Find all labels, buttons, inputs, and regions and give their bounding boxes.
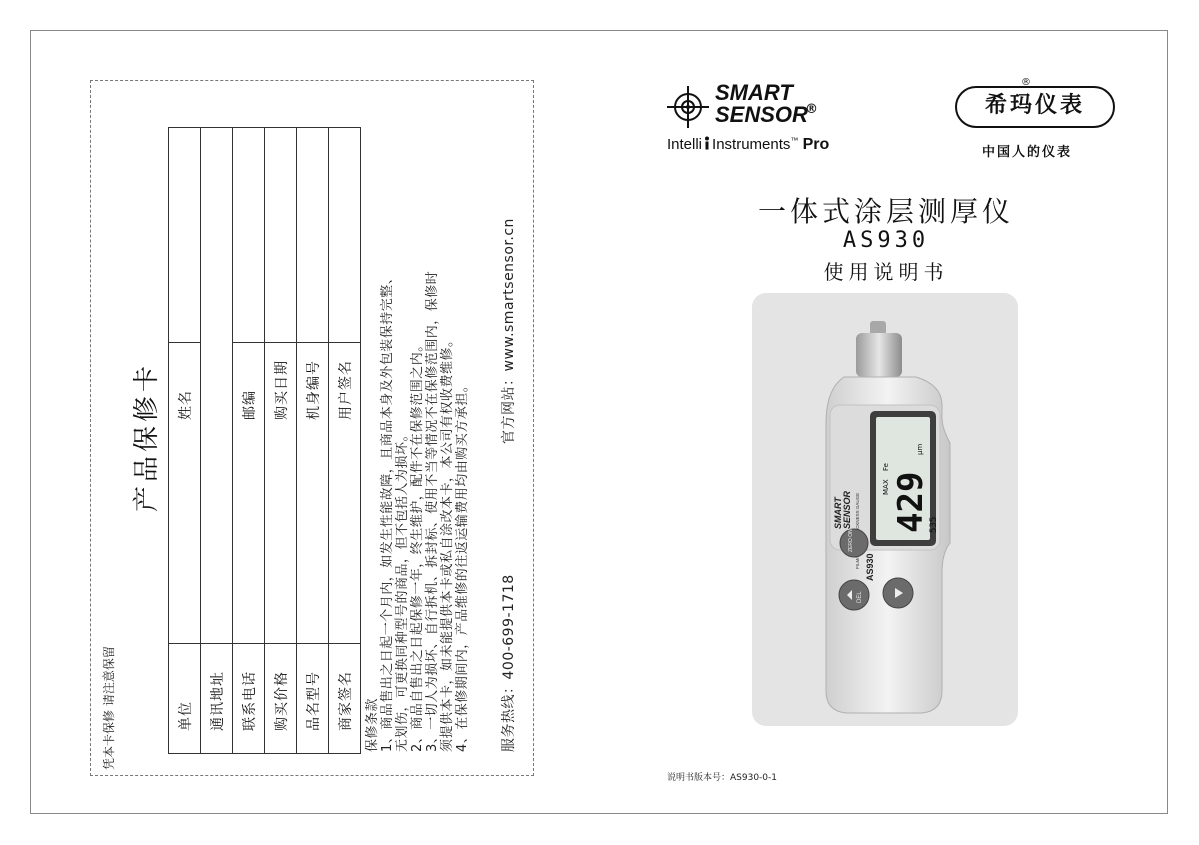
del-label: DEL [857, 591, 863, 603]
device-model: AS930 [865, 553, 875, 581]
brand-registered-mark: ® [805, 102, 818, 117]
clause-line: 须提供本卡，如未能提供本卡或私自涂改本卡，本公司有权收费维修。 [440, 333, 455, 752]
table-label-price: 购买价格 [274, 671, 290, 731]
probe-tip [870, 321, 886, 335]
device-photo [752, 293, 1018, 726]
table-label-name: 姓名 [178, 390, 194, 420]
crosshair-icon [665, 84, 711, 130]
lcd-unit: μm [916, 443, 924, 455]
table-label-serial: 机身编号 [306, 360, 322, 420]
clause-line: 2、商品自售出之日起保修一年，终生维护，配件不在保修范围之内。 [410, 338, 425, 752]
product-model: AS930 [842, 228, 930, 253]
xima-slogan: 中国人的仪表 [982, 145, 1073, 160]
clause-line: 1、商品售出之日起一个月内，如发生性能故障，且商品本身及外包装保持完整、 [380, 270, 395, 752]
product-title: 一体式涂层测厚仪 [757, 195, 1014, 228]
lcd-reading: 429 [891, 471, 931, 533]
table-label-user-sign: 用户签名 [338, 360, 354, 420]
lcd-fe: Fe [882, 463, 890, 471]
official-website: 官方网站：www.smartsensor.cn [501, 218, 517, 444]
clause-line: 无划伤，可更换同种型号的商品，但不包括人为损坏。 [395, 427, 410, 752]
zero-on-button[interactable] [840, 529, 868, 557]
lcd-max: MAX [882, 479, 890, 495]
table-label-unit: 单位 [178, 701, 194, 731]
manual-subtitle: 使用说明书 [823, 260, 949, 284]
right-button[interactable] [883, 578, 913, 608]
intelli-tm: ™ [790, 136, 799, 145]
brand-smart: SMART [715, 80, 793, 105]
device-brand-smart: SMART [833, 497, 843, 529]
brand-sensor: SENSOR [715, 102, 808, 127]
service-hotline: 服务热线：400-699-1718 [501, 574, 517, 752]
xima-registered-mark: ® [1021, 77, 1031, 88]
table-label-purchase-date: 购买日期 [274, 360, 290, 420]
clause-line: 3、一切人为损坏、自行拆机、拆封标、使用不当等情况不在保修范围内，保修时 [425, 270, 440, 752]
intelli-pro: Pro [802, 136, 830, 153]
del-left-button[interactable] [839, 580, 869, 610]
probe-head [856, 333, 902, 377]
table-label-postcode: 邮编 [242, 390, 258, 420]
warranty-card-title: 产品保修卡 [132, 361, 162, 512]
clause-line: 4、在保修期间内，产品维修的往返运输费用均由购买方承担。 [455, 378, 470, 752]
xima-logo: 希玛仪表 [955, 86, 1115, 128]
zero-on-label: ZERO ON [848, 529, 854, 552]
keep-note: 凭本卡保修 请注意保留 [102, 646, 116, 770]
manual-version: 说明书版本号：AS930-0-1 [667, 773, 777, 783]
clauses-heading: 保修条款 [365, 697, 380, 752]
device-brand-sensor: SENSOR [842, 490, 852, 529]
coating-thickness-gauge [752, 293, 1018, 726]
intelli-prefix: Intelli [667, 136, 703, 153]
person-icon [703, 136, 711, 150]
lcd-secondary-reading: 535 [929, 516, 939, 533]
table-label-dealer-sign: 商家签名 [338, 671, 354, 731]
table-label-model: 品名型号 [306, 671, 322, 731]
table-label-phone: 联系电话 [242, 671, 258, 731]
table-label-address: 通讯地址 [210, 671, 226, 731]
intelli-instruments-pro [667, 136, 829, 154]
intelli-mid: Instruments [712, 136, 791, 153]
